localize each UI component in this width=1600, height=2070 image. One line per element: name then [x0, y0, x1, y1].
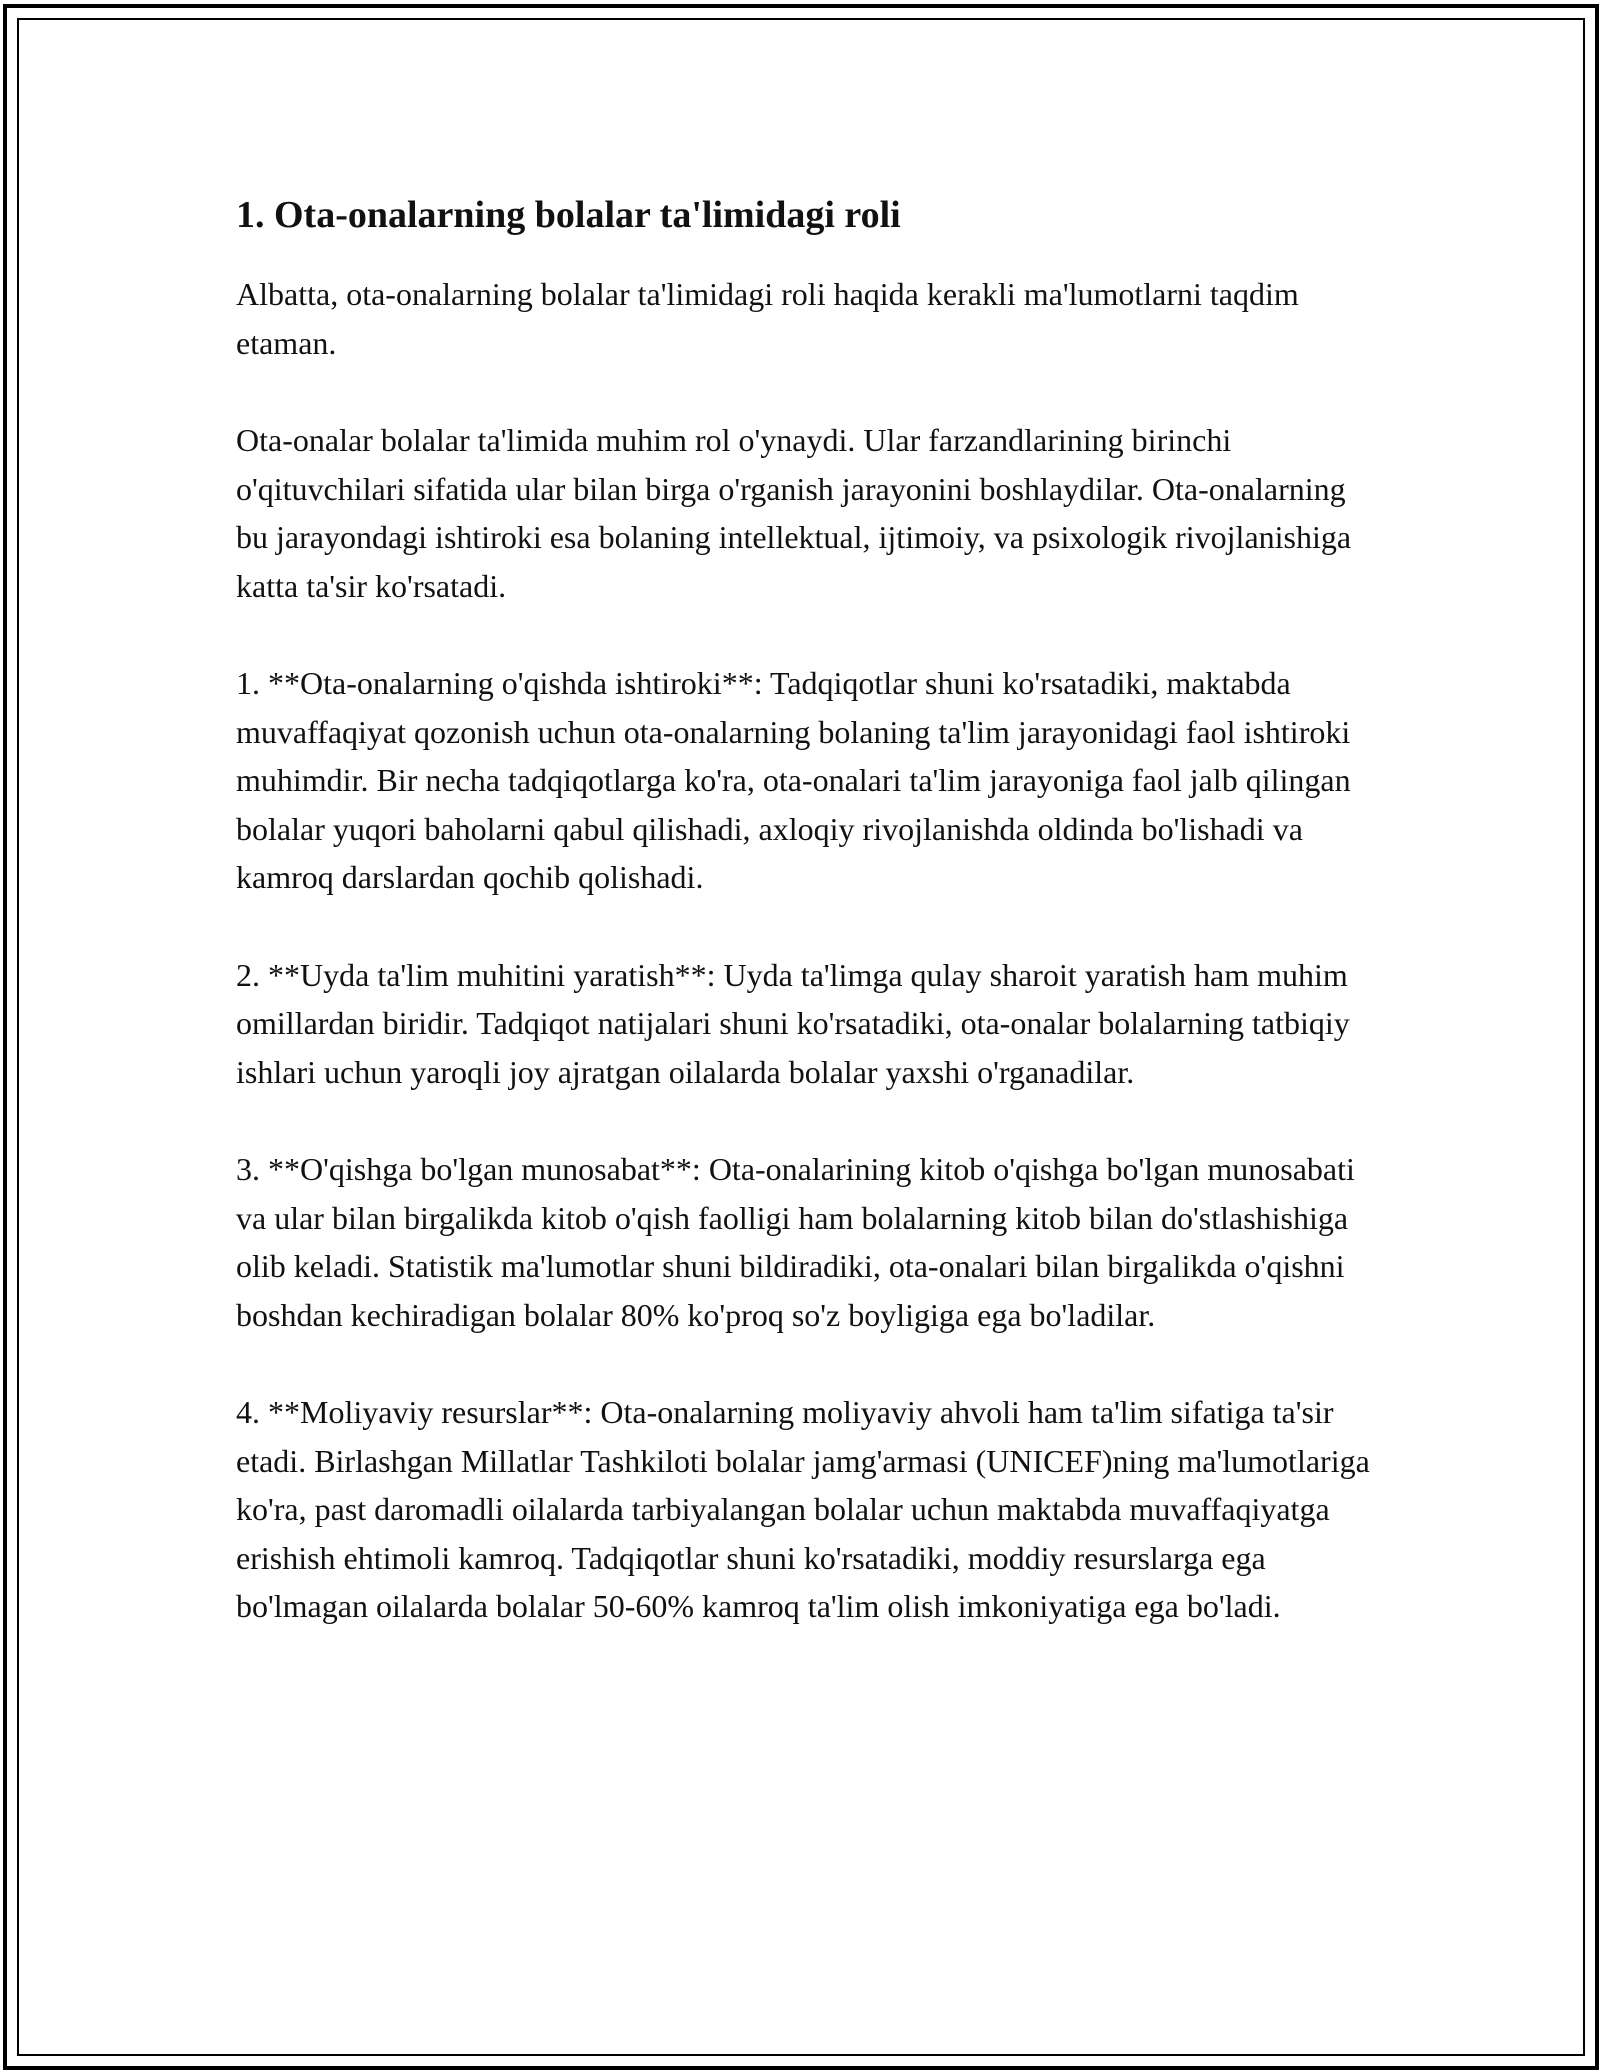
paragraph-intro: Albatta, ota-onalarning bolalar ta'limidagi roli haqida kerakli ma'lumotlarni taqdim etaman.	[236, 276, 1299, 361]
paragraph-overview: Ota-onalar bolalar ta'limida muhim rol o'ynaydi. Ular farzandlarining birinchi o'qituvchilari sifatida ular bilan birga o'rganish jarayonini boshlaydilar. Ota-onalarning bu jarayondagi ishtiroki esa bolaning intellektual, ijtimoiy, va psixologik rivojlanishiga katta ta'sir ko'rsatadi.	[236, 422, 1352, 604]
paragraph-point-4: 4. **Moliyaviy resurslar**: Ota-onalarning moliyaviy ahvoli ham ta'lim sifatiga ta'sir etadi. Birlashgan Millatlar Tashkiloti bolalar jamg'armasi (UNICEF)ning ma'lumotlariga ko'ra, past daromadli oilalarda tarbiyalangan bolalar uchun maktabda muvaffaqiyatga erishish ehtimoli kamroq. Tadqiqotlar shuni ko'rsatadiki, moddiy resurslarga ega bo'lmagan oilalarda bolalar 50-60% kamroq ta'lim olish imkoniyatiga ega bo'ladi.	[236, 1394, 1370, 1624]
document-body	[236, 190, 1376, 1680]
paragraph-point-2: 2. **Uyda ta'lim muhitini yaratish**: Uyda ta'limga qulay sharoit yaratish ham muhim omillardan biridir. Tadqiqot natijalari shuni ko'rsatadiki, ota-onalar bolalarning tatbiqiy ishlari uchun yaroqli joy ajratgan oilalarda bolalar yaxshi o'rganadilar.	[236, 956, 1350, 1090]
document-title: 1. Ota-onalarning bolalar ta'limidagi roli	[236, 194, 901, 236]
paragraph-point-1: 1. **Ota-onalarning o'qishda ishtiroki**: Tadqiqotlar shuni ko'rsatadiki, maktabda muvaffaqiyat qozonish uchun ota-onalarning bolaning ta'lim jarayonidagi faol ishtiroki muhimdir. Bir necha tadqiqotlarga ko'ra, ota-onalari ta'lim jarayoniga faol jalb qilingan bolalar yuqori baholarni qabul qilishadi, axloqiy rivojlanishda oldinda bo'lishadi va kamroq darslardan qochib qolishadi.	[236, 665, 1351, 895]
paragraph-point-3: 3. **O'qishga bo'lgan munosabat**: Ota-onalarining kitob o'qishga bo'lgan munosabati va ular bilan birgalikda kitob o'qish faolligi ham bolalarning kitob bilan do'stlashishiga olib keladi. Statistik ma'lumotlar shuni bildiradiki, ota-onalari bilan birgalikda o'qishni boshdan kechiradigan bolalar 80% ko'proq so'z boyligiga ega bo'ladilar.	[236, 1151, 1355, 1333]
